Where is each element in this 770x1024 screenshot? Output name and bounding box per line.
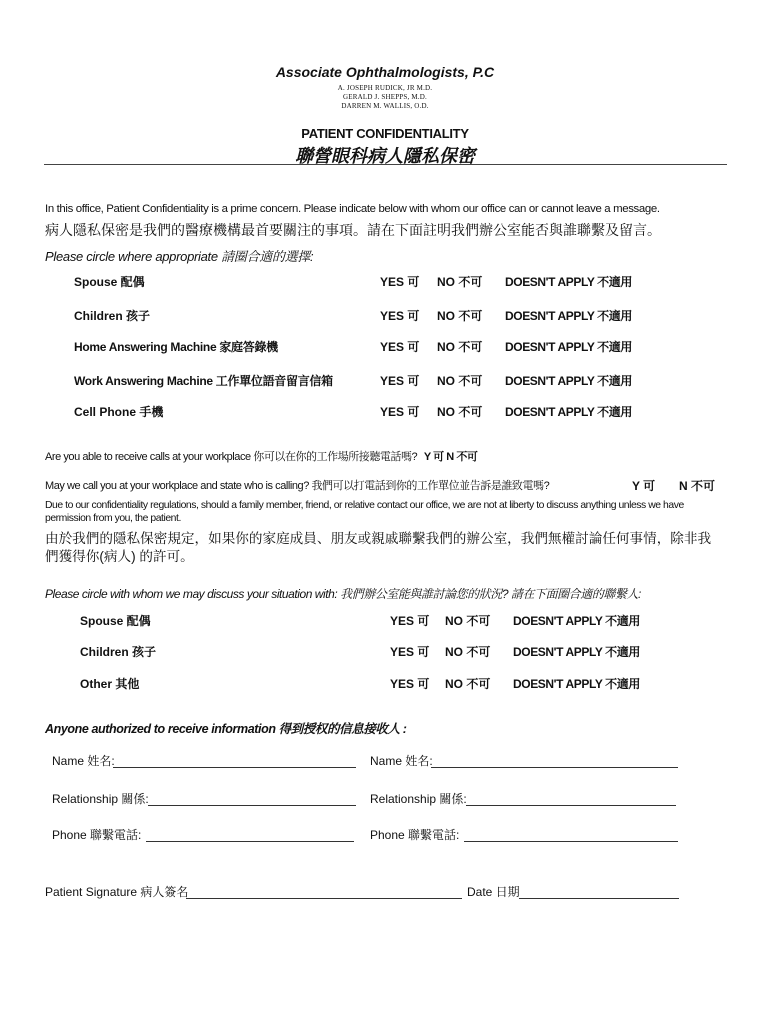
row-label: Children 孩子 [74,309,151,323]
workplace-call-question: May we call you at your workplace and state who is calling? 我們可以打電話到你的工作單位並告訴是誰致電嗎? [45,480,550,492]
not-applicable-option[interactable]: DOESN'T APPLY 不適用 [505,374,632,388]
yes-option[interactable]: YES 可 [390,677,430,691]
row-label: Spouse 配偶 [80,614,151,628]
yes-option[interactable]: YES 可 [380,405,420,419]
doctor-name: DARREN M. WALLIS, O.D. [341,102,429,110]
not-applicable-option[interactable]: DOESN'T APPLY 不適用 [505,309,632,323]
regulation-text: Due to our confidentiality regulations, should a family member, friend, or relative contact our office, we are not at liberty to discuss anything unless we have [45,500,684,511]
row-label: Home Answering Machine 家庭答錄機 [74,340,278,354]
phone-field[interactable] [146,829,354,842]
header-divider [44,164,727,165]
phone-label: Phone 聯繫電話: [370,828,460,842]
no-option[interactable]: NO 不可 [437,374,483,388]
no-option[interactable]: N 不可 [679,479,716,493]
yes-option[interactable]: YES 可 [390,645,430,659]
regulation-text: permission from you, the patient. [45,513,181,524]
no-option[interactable]: NO 不可 [437,405,483,419]
yes-option[interactable]: YES 可 [380,374,420,388]
patient-signature-label: Patient Signature 病人簽名 [45,885,189,899]
name-field[interactable] [431,755,678,768]
practice-name: Associate Ophthalmologists, P.C [275,64,495,80]
row-label: Other 其他 [80,677,140,691]
relationship-label: Relationship 關係: [52,792,149,806]
workplace-question-text: Are you able to receive calls at your workplace 你可以在你的工作場所接聽電話嗎? [45,451,418,463]
name-label: Name 姓名: [370,754,433,768]
no-option[interactable]: NO 不可 [445,645,491,659]
yes-option[interactable]: YES 可 [380,275,420,289]
relationship-label: Relationship 關係: [370,792,467,806]
no-option[interactable]: NO 不可 [445,677,491,691]
discuss-instruction: Please circle with whom we may discuss your situation with: 我們辦公室能與誰討論您的狀況? 請在下面圈合適的聯繫人: [45,587,641,601]
intro-text: In this office, Patient Confidentiality is a prime concern. Please indicate below with whom our office can or cannot leave a message. [45,203,660,215]
date-label: Date 日期 [467,885,520,899]
patient-signature-field[interactable] [186,886,462,899]
regulation-text-chinese: 們獲得你(病人) 的許可。 [45,549,194,564]
relationship-field[interactable] [148,793,356,806]
regulation-text-chinese: 由於我們的隱私保密規定，如果你的家庭成員、朋友或親戚聯繫我們的辦公室，我們無權討論任何事情，除非我 [45,531,712,546]
yes-option[interactable]: Y 可 [632,479,656,493]
name-field[interactable] [113,755,356,768]
phone-label: Phone 聯繫電話: [52,828,142,842]
row-label: Spouse 配偶 [74,275,145,289]
not-applicable-option[interactable]: DOESN'T APPLY 不適用 [513,677,640,691]
not-applicable-option[interactable]: DOESN'T APPLY 不適用 [505,275,632,289]
row-label: Children 孩子 [80,645,157,659]
circle-instruction: Please circle where appropriate 請圈合適的選擇: [45,249,314,264]
phone-field[interactable] [464,829,678,842]
workplace-answer-options[interactable]: Y 可 N 不可 [423,451,478,463]
row-label: Cell Phone 手機 [74,405,164,419]
page-title-chinese: 聯營眼科病人隱私保密 [295,146,475,166]
date-field[interactable] [519,886,679,899]
doctor-name: GERALD J. SHEPPS, M.D. [343,93,427,101]
authorized-heading: Anyone authorized to receive information 得到授权的信息接收人 : [45,722,407,736]
name-label: Name 姓名: [52,754,115,768]
relationship-field[interactable] [466,793,676,806]
yes-option[interactable]: YES 可 [380,309,420,323]
no-option[interactable]: NO 不可 [445,614,491,628]
workplace-question [45,448,477,464]
not-applicable-option[interactable]: DOESN'T APPLY 不適用 [513,645,640,659]
yes-option[interactable]: YES 可 [390,614,430,628]
yes-option[interactable]: YES 可 [380,340,420,354]
row-label: Work Answering Machine 工作單位語音留言信箱 [74,374,333,388]
page-title: PATIENT CONFIDENTIALITY [301,126,469,141]
not-applicable-option[interactable]: DOESN'T APPLY 不適用 [513,614,640,628]
no-option[interactable]: NO 不可 [437,309,483,323]
not-applicable-option[interactable]: DOESN'T APPLY 不適用 [505,405,632,419]
no-option[interactable]: NO 不可 [437,340,483,354]
doctor-name: A. JOSEPH RUDICK, JR M.D. [337,84,433,92]
intro-text-chinese: 病人隱私保密是我們的醫療機構最首要關注的事項。請在下面註明我們辦公室能否與誰聯繫及留言。 [45,222,661,238]
not-applicable-option[interactable]: DOESN'T APPLY 不適用 [505,340,632,354]
no-option[interactable]: NO 不可 [437,275,483,289]
